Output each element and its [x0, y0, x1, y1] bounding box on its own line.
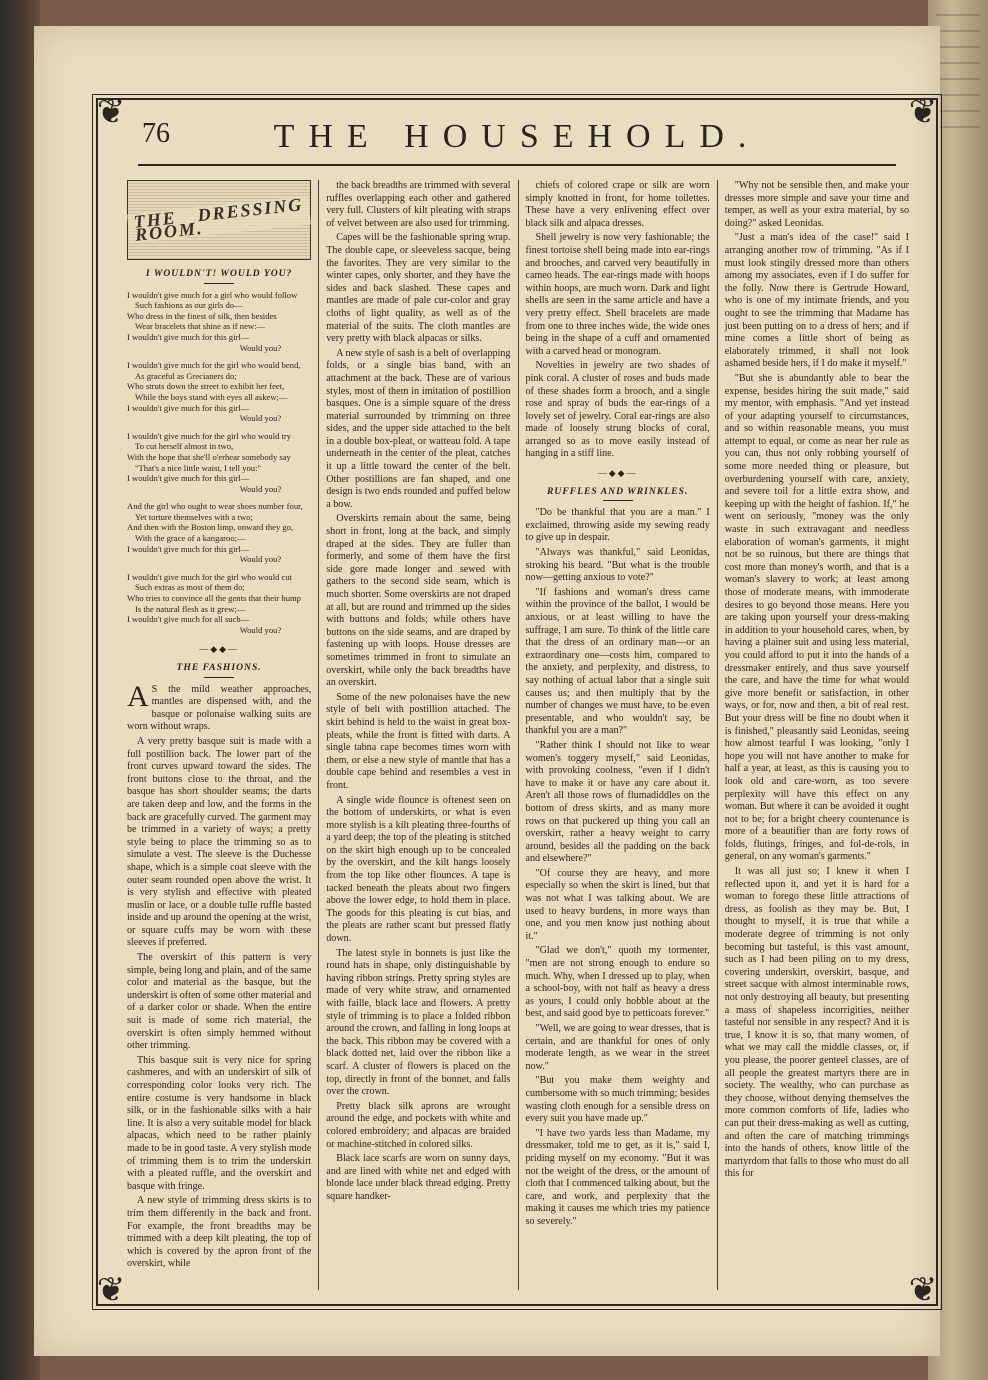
poem-line: To cut herself almost in two,: [135, 441, 234, 452]
poem-line: As graceful as Grecianers do;: [135, 370, 237, 381]
paragraph: Overskirts remain about the same, being short in front, long at the back, and simply draped at the sides. They are fuller than formerly, and some of them have the first side gore made longer and sewed with gathers to the second side seam, which is much shorter. Some overskirts are not draped at all, but are round and trimmed up the sides with buttons and folds; while others have buttons on the side seams, and are draped by fastening up with loops. House dresses are sometimes trimmed in front to simulate an overskirt, while only the back breadths have an overskirt.: [326, 513, 511, 689]
paragraph: It was all just so; I knew it when I reflected upon it, and yet it is hard for a woman to forego these little attractions of dress, as foolish as they may be. But, I thought to myself, it is true that while a moderate degree of trimming is not only becoming but tasteful, is this vast amount, such as I had been piling on to my dress, covering underskirt, overskirt, basque, and street sacque with almost interminable rows, not only destroying all beauty, but presenting a mass of shapeless incorrigities, neither tasteful nor sensible in any respect? And it is true, I know it is so, that many women, of what we may call the middle classes, or, if you please, the poorer genteel classes, are of all people the greatest martyrs there are in society. The wealthy, who can purchase as they choose, without denying themselves the more common comforts of life, ladies who can put their dress-making as well as cutting, and often the care of matching trimmings into the hands of others, know little of the martyrdom that falls to those who must do all this for: [724, 866, 909, 1180]
poem-line: I wouldn't give much for this girl—: [127, 402, 250, 413]
column-4: [717, 180, 916, 1290]
article-columns: [120, 180, 916, 1290]
corner-ornament-icon: ❦: [96, 94, 126, 131]
poem: [127, 290, 311, 636]
ruffles-title: RUFFLES AND WRINKLES.: [547, 485, 689, 497]
paragraph: Capes will be the fashionable spring wrap. The double cape, or sleeveless sacque, being the favorites. They are very similar to the winter capes, only shorter, and they have the sides and back slashed. These capes and mantles are made of pale cur-color and gray cloths of light quality, as well as of the material of the suits. The cloth mantles are very pretty with black alpacas or silks.: [326, 232, 511, 345]
paragraph: Shell jewelry is now very fashionable; the finest tortoise shell being made into ear-rings and brooches, and carved very beautifully in cameo heads. The ear-rings made with hoops within hoops, are much worn. Dark and light shells are seen in the same article and have a very pretty effect. Shell bracelets are made from one to three inches wide, the wide ones being in the shape of a cuff and ornamented with a carved head or monogram.: [525, 232, 710, 357]
poem-line: I wouldn't give much for the girl who would cut: [127, 571, 293, 582]
column-2: [318, 180, 517, 1290]
dressing-room-banner: [127, 180, 311, 260]
paragraph: A new style of trimming dress skirts is to trim them differently in the back and front. For example, the front breadths may be trimmed with a deep kilt pleating, the top of which is covered by the apron front of the overskirt, while: [127, 1195, 312, 1270]
paragraph: The latest style in bonnets is just like the round hats in shape, only distinguishable by having ribbon strings. Pretty spring styles are made of very white straw, and ornamented with faille, black lace and flowers. A pretty style of trimming is to place a folded ribbon around the crown, and falling in long loops at the back. This ribbon may be covered with a black dotted net, laid over the ribbon like a scarf. A cluster of flowers is placed on the top, directly in front of the bonnet, and falls over the crown.: [326, 947, 511, 1098]
paragraph: Black lace scarfs are worn on sunny days, and are lined with white net and edged with blonde lace under black thread edging. Pretty square handker-: [326, 1153, 511, 1202]
paragraph: "Of course they are heavy, and more especially so when the skirt is lined, but that was not what I was talking about. We are used to heavy burdens, in more ways than one, and you men know just nothing about it.": [525, 867, 710, 942]
corner-ornament-icon: ❦: [908, 1272, 938, 1309]
poem-line: Such extras as most of them do;: [135, 582, 245, 593]
paragraph: "But you make them weighty and cumbersome with so much trimming; besides wasting cloth enough for a sensible dress on every suit you have made up.": [525, 1075, 710, 1125]
poem-line: Would you?: [239, 342, 282, 353]
paragraph: A very pretty basque suit is made with a full postillion back. The lower part of the front curves upward toward the sides. The front buttons close to the throat, and the basque has short shoulder seams; the darts are taken deep and low, and the forms in the back are gracefully curved. The garment may be trimmed in a variety of ways; a pretty style being to place the trimming so as to simulate a vest. The sleeve is the Duchesse shape, which is a simple coat sleeve with the outer seam rounded open above the wrist. It is very stylish and effective with pleated muslin or lace, or a double tulle ruffle basted inside and up around the opening at the wrist, or square cuffs may be worn with these sleeves if preferred.: [127, 735, 312, 949]
jewelry-paragraphs: [526, 180, 710, 461]
divider: [603, 500, 633, 501]
poem-line: While the boys stand with eyes all askew;—: [135, 391, 288, 402]
paragraph: "Rather think I should not like to wear women's toggery myself," said Leonidas, with provoking coolness, "even if I didn't have to make it or have any care about it. Aren't all those rows of flumadiddles on the bottom of dress skirts, and as many more rows on that puckered up thing you call an overskirt, rather a heavy weight to carry around, besides all the padding on the back and elsewhere?": [525, 739, 710, 865]
poem-stanza: [127, 572, 311, 636]
poem-stanza: [127, 431, 311, 495]
paragraph: "Always was thankful," said Leonidas, stroking his beard. "But what is the trouble now—getting anxious to vote?": [525, 547, 710, 584]
paragraph: Pretty black silk aprons are wrought around the edge, and pockets with white and colored embroidery; and alpacas are braided or machine-stitched in colored silks.: [326, 1100, 511, 1150]
page-frame: [96, 94, 938, 1309]
poem-line: Yet torture themselves with a two;: [135, 511, 253, 522]
corner-ornament-icon: ❦: [908, 94, 938, 131]
divider-ornament-icon: —◆◆—: [597, 468, 638, 479]
paragraph: "Do be thankful that you are a man." I exclaimed, throwing aside my sewing ready to give up in despair.: [525, 507, 710, 544]
poem-line: I wouldn't give much for the girl who would bend,: [127, 360, 301, 371]
poem-stanza: [127, 360, 311, 424]
poem-stanza: [127, 501, 311, 565]
paragraph: "If fashions and woman's dress came within the province of the ballot, I would be anxious, or at least willing to have the suffrage, I am sure. To think of the little care that the dress of an ordinary man—or an extraordinary one—costs him, compared to the anxiety, and perplexity, and distress, to say nothing of actual labor that a single suit causes us; and then multiply that by the number of changes we must have, to be even presentable, and who wouldn't say, be thankful you are a man?": [525, 586, 710, 737]
poem-line: I wouldn't give much for this girl—: [127, 331, 250, 342]
poem-line: Who tries to convince all the gents that their hump: [127, 593, 301, 604]
column-3: [518, 180, 717, 1290]
paragraph: The overskirt of this pattern is very simple, being long and plain, and of the same color and material as the basque, but the underskirt is often of some other material and of a darker color or shade. When the entire suit is made of some rich material, the overskirt is often simply hemmed without other trimming.: [127, 952, 312, 1052]
poem-line: Would you?: [239, 413, 282, 424]
poem-line: With the hope that she'll o'erhear somebody say: [127, 451, 291, 462]
poem-line: With the grace of a kangaroo;—: [135, 533, 246, 544]
paragraph: "Glad we don't," quoth my tormenter, "men are not strong enough to endure so much. Why, when I dressed up to play, when a school-boy, with not half as heavy a dress as yours, I could only hobble about at the best, and said good bye to petticoats forever.": [525, 945, 710, 1020]
column-1: [120, 180, 318, 1290]
poem-line: Who dress in the finest of silk, then besides: [127, 310, 277, 321]
fashions-paragraphs: [127, 736, 311, 1271]
paragraph: A single wide flounce is oftenest seen on the bottom of underskirts, or what is even more stylish is a kilt pleating three-fourths of a yard deep; the top of the pleating is stitched on the skirt high enough up to be concealed by the overskirt, and the kilt hangs loosely from the top like other flounces. A tape is tacked beneath the pleats about two fingers above the lower edge, to hold them in place. The goods for this pleating is cut bias, and the pleats are rather scant but pressed flatly down.: [326, 794, 511, 945]
paragraph: "Well, we are going to wear dresses, that is certain, and are thankful for ones of only moderate length, as we wear in the street now.": [525, 1023, 710, 1072]
poem-line: I wouldn't give much for a girl who would follow: [127, 289, 298, 300]
poem-line: And then with the Boston limp, onward they go,: [127, 522, 294, 533]
page-leaf: [34, 26, 940, 1356]
paragraph: This basque suit is very nice for spring cashmeres, and with an underskirt of silk of corresponding color looks very rich. The entire costume is very handsome in black silk, or in the fashionable silks with a hair line. It is also a very suitable model for black alpacas, which need to be rather plainly made to be in good taste. A very stylish mode of trimming them is to trim the underskirt with a pleated ruffle, and the overskirt and basque with fringe.: [127, 1054, 312, 1192]
poem-line: Is the natural flesh as it grew;—: [135, 603, 246, 614]
paragraph: Novelties in jewelry are two shades of pink coral. A cluster of roses and buds made of these shades form a brooch, and a single rose and spray of buds the ear-rings of a lovely set of jewelry. Coral ear-rings are also made of loosely strung blocks of coral, arranged so as to move easily instead of hanging in a stiff line.: [525, 360, 710, 460]
paragraph: the back breadths are trimmed with several ruffles overlapping each other and gathered very full. Clusters of kilt pleating with straps of velvet between are also used for trimming.: [326, 180, 511, 229]
poem-line: And the girl who ought to wear shoes number four,: [127, 501, 303, 512]
poem-line: Such fashions as our girls do—: [135, 300, 243, 311]
poem-line: Who struts down the street to exhibit her feet,: [127, 381, 285, 392]
poem-stanza: [127, 290, 311, 354]
poem-line: I wouldn't give much for all such—: [127, 614, 250, 625]
poem-line: Wear bracelets that shine as if new:—: [135, 321, 266, 332]
poem-line: Would you?: [239, 483, 282, 494]
fashions-intro: A S the mild weather approaches, mantles are dispensed with, and the basque or polonaise walking suits are worn without wraps.: [127, 679, 312, 733]
poem-line: I wouldn't give much for this girl—: [127, 543, 250, 554]
poem-line: Would you?: [239, 624, 282, 635]
poem-line: I wouldn't give much for the girl who would try: [127, 430, 292, 441]
poem-line: Would you?: [239, 554, 282, 565]
divider-ornament-icon: —◆◆—: [199, 644, 240, 655]
paragraph: chiefs of colored crape or silk are worn simply knotted in front, for home toilettes. These have a very enlivening effect over black silk and alpaca dresses.: [525, 180, 710, 229]
paragraph: A new style of sash is a belt of overlapping folds, or a single bias band, with an attachment at the back. These are of various styles, most of them in imitation of postillion basques. One is a simple square of the dress material surrounded by trimming on three sides, and the upper side attached to the belt in a double box-pleat, or watteau fold. A tape underneath in the center of the pleat, catches it up a little toward the center of the belt. Other postillions are fan shaped, and one design is two ends rounded and puffed below a bow.: [326, 347, 511, 510]
poem-title: I WOULDN'T! WOULD YOU?: [145, 268, 293, 279]
paragraph: "But she is abundantly able to bear the expense, besides hiring the suit made," said my mentor, with emphasis. "And yet instead of your adapting yourself to circumstances, and so within reasonable means, you must attempt to equal, or come as near her rule as you can, thus not only robbing yourself of some more needed thing or pleasure, but overburdening yourself with care, anxiety, and severe toil for a little extra show, and keeping up with the height of fashion. If," he went on seriously, "money was the only waste in such extravagant and needless elaboration of woman's garments, it might not be so ruinous, but there are things that cost more than money's worth, and that is a woman's slavery to work; at least among those of moderate means, with immoderate desires to go beyond those means. Here you are taking upon yourself your dress-making in addition to your household cares, when, by having a plainer suit and using less material, you could afford to put it into the hands of a dressmaker entirely, and thus save yourself the care, and have the time for what would give more benefit or satisfaction, in other ways, or for, now and then, a bit of real rest. But your dress will be fine no doubt when it is finished," pleasantly said Leonidas, seeing how almost tearful I was looking, "only I hope you will not have another to make for half a year, at least, as this is causing you to look old and care-worn, as too severe perplexity will have this effect on any woman. But where it can be avoided it ought not to be; for a bright cheery countenance is more of a beautifier than are forty rows of folds, flutings, fringes, and fol-de-rols, in general, on any woman's garments.": [724, 372, 909, 863]
paragraph: "Just a man's idea of the case!" said I arranging another row of trimming. "As if I must look stingily dressed more than others among my associates, even if I do suffer for the folly. Now there is Gertrude Howard, who is one of my intimate friends, and you ought to see the trimming that Madame has just been putting on to a dress of hers; and if mine comes a little short of being as elaborately trimmed, it shall not look ashamed beside hers, if I do make it myself.": [724, 232, 909, 370]
fashions-title: THE FASHIONS.: [176, 662, 262, 673]
masthead-title: THE HOUSEHOLD.: [273, 118, 761, 155]
drop-cap: A: [127, 679, 149, 713]
divider: [204, 283, 234, 284]
poem-line: I wouldn't give much for this girl—: [127, 473, 250, 484]
ruffles-paragraphs: [526, 507, 710, 1228]
paragraph: "Why not be sensible then, and make your dresses more simple and save your time and temper, as well as your extra material, by so doing?" asked Leonidas.: [724, 180, 909, 229]
page-header: [138, 110, 896, 166]
page-number: 76: [142, 118, 170, 149]
paragraph: "I have two yards less than Madame, my dressmaker, told me to get, as it is," said I, priding myself on my economy. "But it was not the weight of the dress, or the amount of cloth that I commenced talking about, but the care, and work, and perplexity that the making it causes me which tries my patience so severely.": [525, 1127, 710, 1227]
banner-title: THE DRESSING ROOM.: [127, 196, 311, 244]
poem-line: "That's a nice little waist, I tell you:": [135, 462, 261, 473]
corner-ornament-icon: ❦: [96, 1272, 126, 1309]
paragraph: Some of the new polonaises have the new style of belt with postillion attached. The skirt behind is held to the waist in great box-pleats, while the front is fitted with darts. A single tabna cape becomes times worn with them, or else a new style of mantle that has a double cape behind and resembles a vest in front.: [326, 691, 511, 791]
divider: [204, 677, 234, 678]
